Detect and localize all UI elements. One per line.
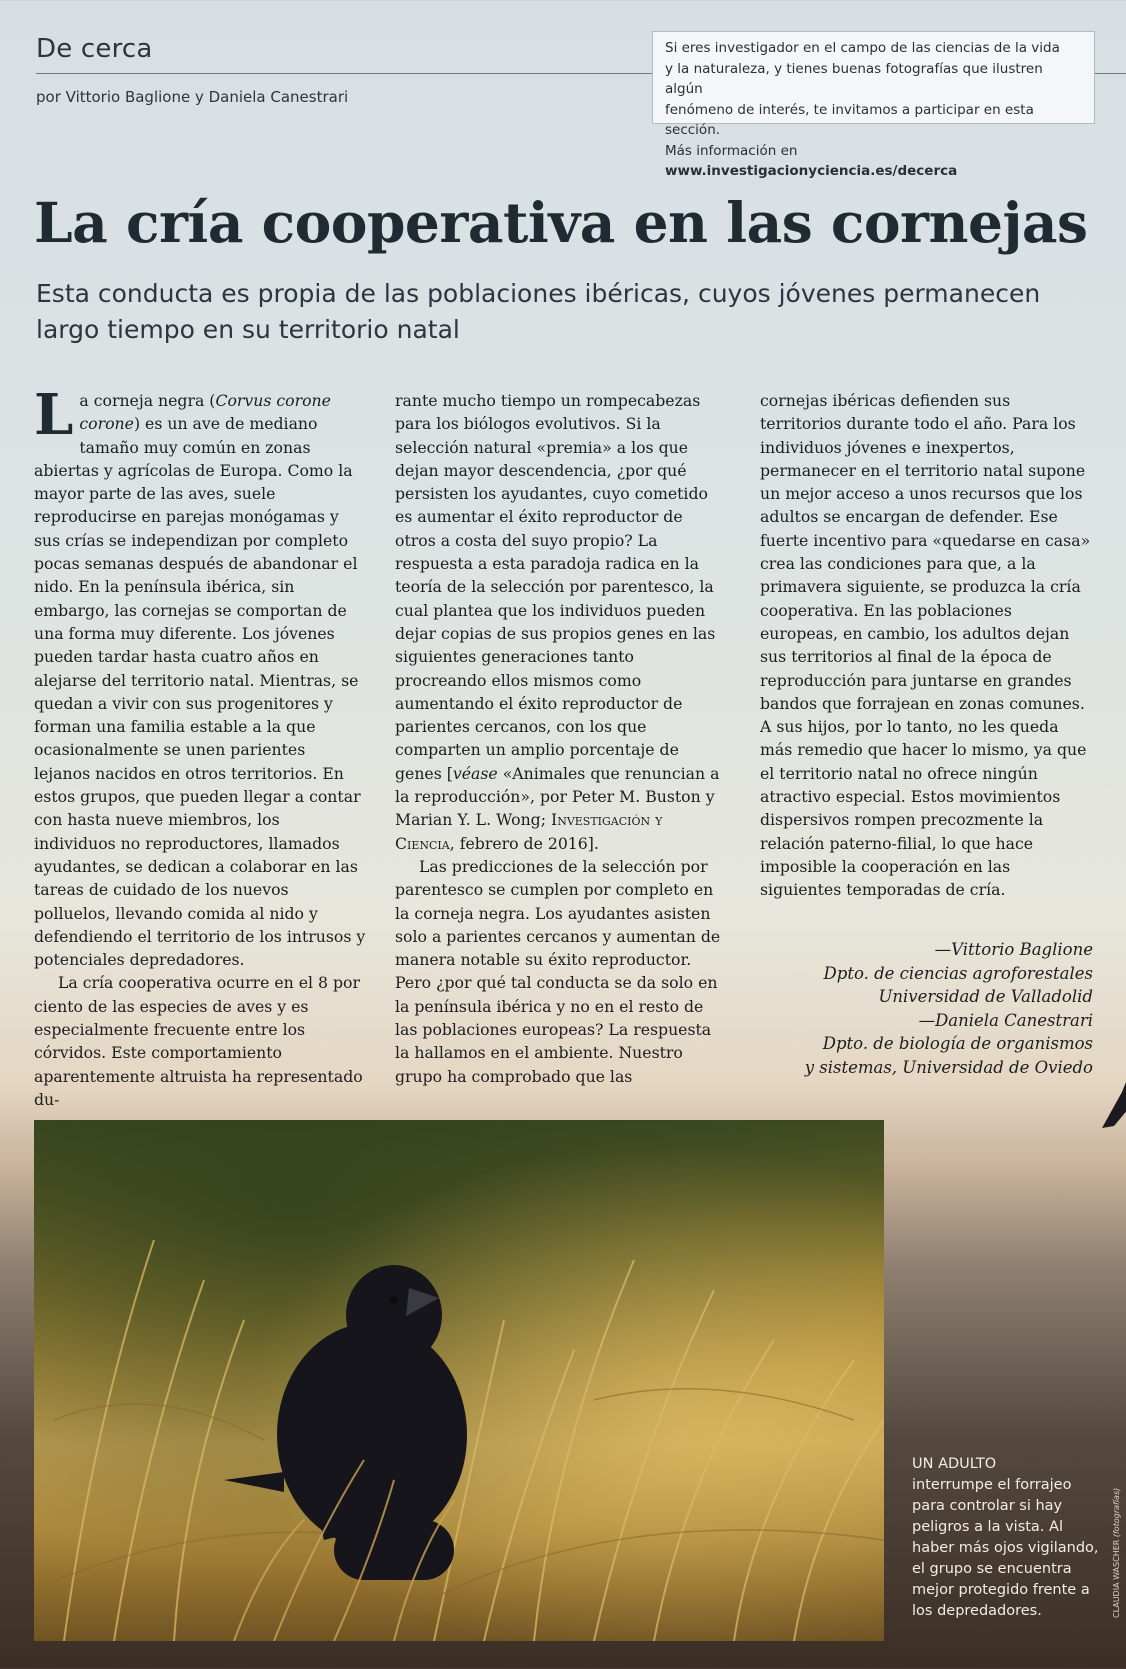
signature-line: Dpto. de biología de organismos <box>822 1034 1093 1053</box>
journal-name: Investigación y Ciencia <box>395 810 663 853</box>
article-subtitle: Esta conducta es propia de las poblaciones ibéricas, cuyos jóvenes permanecen largo tiempo en su territorio natal <box>36 279 1041 344</box>
body-column-1 <box>34 382 366 1111</box>
signature-line: Universidad de Valladolid <box>878 987 1093 1006</box>
signature-line: Dpto. de ciencias agroforestales <box>823 963 1093 983</box>
info-box <box>652 31 1095 179</box>
paragraph <box>34 382 366 971</box>
caption-text: interrumpe el forrajeo para controlar si hay peligros a la vista. Al haber más ojos vigilando, el grupo se encuentra mejor protegido frente a los depredadores. <box>912 1477 1099 1619</box>
crow-photo <box>34 1120 884 1641</box>
signature-line: —Vittorio Baglione <box>934 940 1093 959</box>
section-label: De cerca <box>36 34 153 64</box>
text-run: rante mucho tiempo un rompecabezas para los biólogos evolutivos. Si la selección natural «premia» a los que dejan mayor descendencia, ¿por qué persisten los ayudantes, cuyo cometido es aumentar el éxito reproductor de otros a costa del suyo propio? La respuesta a esta paradoja radica en la teoría de la selección por parentesco, la cual plantea que los individuos pueden dejar copias de sus propios genes en las siguientes generaciones tanto procreando ellos mismos como aumentando el éxito reproductor de parientes cercanos, con los que comparten un amplio porcentaje de genes [ <box>395 391 716 783</box>
text-run: ) es un ave de mediano tamaño muy común en zonas abiertas y agrícolas de Europa. Como la mayor parte de las aves, suele reproducirse en parejas monógamas y sus crías se independizan por completo pocas semanas después de abandonar el nido. En la península ibérica, sin embargo, las cornejas se comportan de una forma muy diferente. Los jóvenes pueden tardar hasta cuatro años en alejarse del territorio natal. Mientras, se quedan a vivir con sus progenitores y forman una familia estable a la que ocasionalmente se unen parientes lejanos nacidos en otros territorios. En estos grupos, que pueden llegar a contar con hasta nueve miembros, los individuos no reproductores, llamados ayudantes, se dedican a colaborar en las tareas de cuidado de los nuevos polluelos, llevando comida al nido y defendiendo el territorio de los intrusos y potenciales depredadores. <box>34 414 366 970</box>
credit-name: CLAUDIA WASCHER <box>1112 1539 1121 1618</box>
paragraph: La cría cooperativa ocurre en el 8 por ciento de las especies de aves y es especialmente frecuente entre los córvidos. Este comportamiento aparentemente altruista ha representado du- <box>34 973 363 1109</box>
text-run: véase <box>452 763 498 783</box>
credit-role: (fotografías) <box>1112 1487 1121 1538</box>
body-column-3 <box>760 389 1092 902</box>
info-line: Si eres investigador en el campo de las ciencias de la vida <box>665 40 1060 56</box>
info-line <box>665 141 1082 182</box>
paragraph <box>395 389 727 855</box>
paragraph: Las predicciones de la selección por parentesco se cumplen por completo en la corneja negra. Los ayudantes asisten solo a parientes cercanos y aumentan de manera notable su éxito reproductor. Pero ¿por qué tal conducta se da solo en la península ibérica y no en el resto de las poblaciones europeas? La respuesta la hallamos en el ambiente. Nuestro grupo ha comprobado que las <box>395 856 721 1086</box>
photo-caption <box>912 1454 1102 1622</box>
paragraph: cornejas ibéricas defienden sus territorios durante todo el año. Para los individuos jóvenes e inexpertos, permanecer en el territorio natal supone un mejor acceso a unos recursos que los adultos se encargan de defender. Ese fuerte incentivo para «quedarse en casa» crea las condiciones para que, a la primavera siguiente, se produzca la cría cooperativa. En las poblaciones europeas, en cambio, los adultos dejan sus territorios al final de la época de reproducción para juntarse en grandes bandos que forrajean en zonas comunes. A sus hijos, por lo tanto, no les queda más remedio que hacer lo mismo, ya que el territorio natal no ofrece ningún atractivo especial. Estos movimientos dispersivos rompen precozmente la relación paterno-filial, lo que hace imposible la cooperación en las siguientes temporadas de cría. <box>760 391 1091 900</box>
photo-credit <box>1112 1488 1121 1618</box>
signature-line: y sistemas, Universidad de Oviedo <box>804 1057 1093 1077</box>
species-name: Corvus corone corone <box>79 391 331 434</box>
crow-photo-illustration <box>34 1120 884 1641</box>
crow-wingtip <box>1094 1062 1126 1132</box>
article-title: La cría cooperativa en las cornejas <box>34 190 1088 255</box>
info-line: y la naturaleza, y tienes buenas fotografías que ilustren algún <box>665 60 1043 97</box>
dropcap: L <box>34 382 74 448</box>
signature-line: —Daniela Canestrari <box>918 1010 1093 1030</box>
author-signature <box>760 938 1093 1079</box>
info-line: fenómeno de interés, te invitamos a participar en esta sección. <box>665 101 1034 138</box>
article-authors: por Vittorio Baglione y Daniela Canestrari <box>36 88 349 106</box>
text-run: a corneja negra ( <box>79 391 216 410</box>
text-run: , febrero de 2016]. <box>449 833 599 853</box>
info-url-link[interactable]: www.investigacionyciencia.es/decerca <box>665 163 958 179</box>
caption-head: UN ADULTO <box>912 1456 997 1472</box>
info-more-label: Más información en <box>665 142 798 159</box>
text-run: «Animales que renuncian a la reproducción», por Peter M. Buston y Marian Y. L. Wong; <box>395 763 720 830</box>
body-column-2 <box>395 389 727 1088</box>
